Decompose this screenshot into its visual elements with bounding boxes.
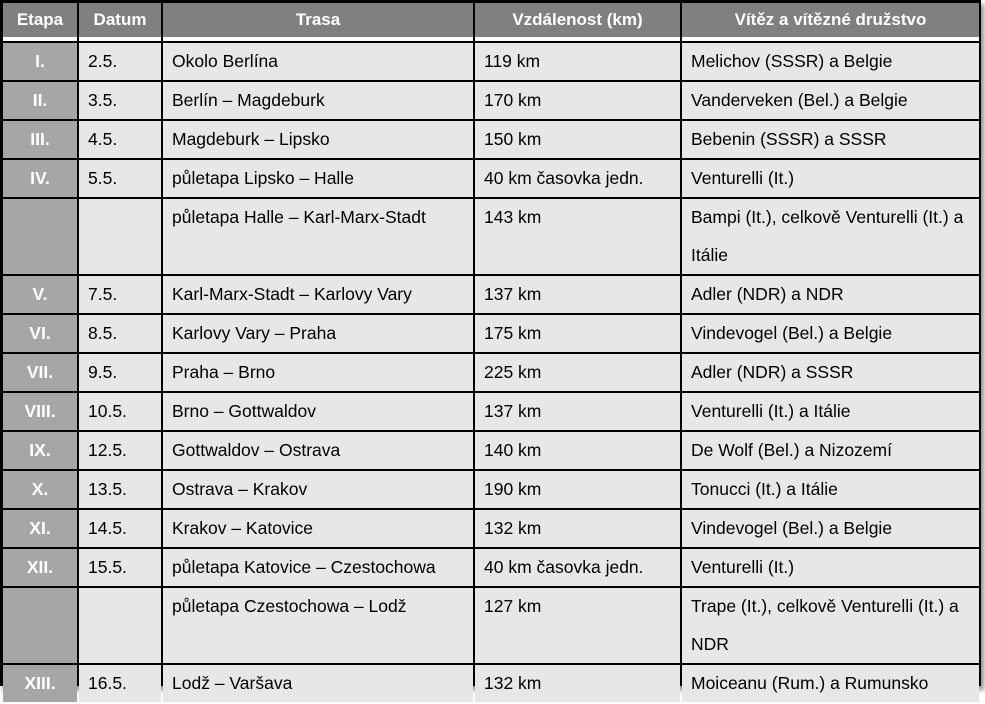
- cell-etapa: XI.: [3, 510, 77, 547]
- cell-vzdalenost: 150 km: [475, 121, 680, 158]
- cell-datum: 9.5.: [79, 354, 161, 391]
- cell-vzdalenost: 190 km: [475, 471, 680, 508]
- cell-trasa: Praha – Brno: [163, 354, 473, 391]
- header-vzdalenost: Vzdálenost (km): [475, 3, 680, 41]
- cell-etapa: [3, 199, 77, 274]
- header-datum: Datum: [79, 3, 161, 41]
- table-row: [3, 121, 979, 158]
- cell-trasa: Okolo Berlína: [163, 43, 473, 80]
- table-row: [3, 276, 979, 313]
- cell-datum: 12.5.: [79, 432, 161, 469]
- cell-etapa: IX.: [3, 432, 77, 469]
- cell-vzdalenost: 175 km: [475, 315, 680, 352]
- table-row: [3, 432, 979, 469]
- cell-datum: 8.5.: [79, 315, 161, 352]
- cell-datum: 13.5.: [79, 471, 161, 508]
- cell-trasa: půletapa Lipsko – Halle: [163, 160, 473, 197]
- table-row: [3, 510, 979, 547]
- cell-vitez: Trape (It.), celkově Venturelli (It.) a NDR: [682, 588, 979, 663]
- header-trasa: Trasa: [163, 3, 473, 41]
- cell-vzdalenost: 40 km časovka jedn.: [475, 160, 680, 197]
- cell-etapa: XIII.: [3, 665, 77, 702]
- cell-vzdalenost: 119 km: [475, 43, 680, 80]
- cell-datum: [79, 199, 161, 274]
- cell-vitez: Moiceanu (Rum.) a Rumunsko: [682, 665, 979, 702]
- cell-trasa: Magdeburk – Lipsko: [163, 121, 473, 158]
- cell-datum: 10.5.: [79, 393, 161, 430]
- cell-vzdalenost: 137 km: [475, 393, 680, 430]
- cell-etapa: III.: [3, 121, 77, 158]
- cell-etapa: IV.: [3, 160, 77, 197]
- cell-etapa: XII.: [3, 549, 77, 586]
- cell-vzdalenost: 140 km: [475, 432, 680, 469]
- cell-vzdalenost: 132 km: [475, 510, 680, 547]
- cell-etapa: VIII.: [3, 393, 77, 430]
- cell-vitez: Adler (NDR) a SSSR: [682, 354, 979, 391]
- cell-trasa: Karlovy Vary – Praha: [163, 315, 473, 352]
- cell-vzdalenost: 225 km: [475, 354, 680, 391]
- cell-trasa: Lodž – Varšava: [163, 665, 473, 702]
- cell-trasa: Brno – Gottwaldov: [163, 393, 473, 430]
- cell-etapa: [3, 588, 77, 663]
- cell-trasa: půletapa Czestochowa – Lodž: [163, 588, 473, 663]
- table-row: [3, 82, 979, 119]
- cell-vitez: Melichov (SSSR) a Belgie: [682, 43, 979, 80]
- cell-vzdalenost: 127 km: [475, 588, 680, 663]
- cell-datum: [79, 588, 161, 663]
- cell-etapa: I.: [3, 43, 77, 80]
- cell-etapa: X.: [3, 471, 77, 508]
- cell-vzdalenost: 132 km: [475, 665, 680, 702]
- header-vitez: Vítěz a vítězné družstvo: [682, 3, 979, 41]
- cell-vitez: Venturelli (It.): [682, 549, 979, 586]
- table-row: [3, 665, 979, 702]
- cell-vitez: Venturelli (It.) a Itálie: [682, 393, 979, 430]
- cell-vzdalenost: 40 km časovka jedn.: [475, 549, 680, 586]
- cell-trasa: Krakov – Katovice: [163, 510, 473, 547]
- cell-vzdalenost: 143 km: [475, 199, 680, 274]
- cell-datum: 4.5.: [79, 121, 161, 158]
- cell-datum: 15.5.: [79, 549, 161, 586]
- cell-datum: 3.5.: [79, 82, 161, 119]
- header-row: [3, 3, 979, 41]
- cell-vzdalenost: 137 km: [475, 276, 680, 313]
- cell-vitez: Bampi (It.), celkově Venturelli (It.) a Itálie: [682, 199, 979, 274]
- table-row: [3, 471, 979, 508]
- table-row: [3, 160, 979, 197]
- table-row: [3, 549, 979, 586]
- cell-etapa: VI.: [3, 315, 77, 352]
- cell-datum: 2.5.: [79, 43, 161, 80]
- cell-etapa: II.: [3, 82, 77, 119]
- cell-vitez: Adler (NDR) a NDR: [682, 276, 979, 313]
- cell-trasa: půletapa Halle – Karl-Marx-Stadt: [163, 199, 473, 274]
- table-row: [3, 315, 979, 352]
- cell-trasa: půletapa Katovice – Czestochowa: [163, 549, 473, 586]
- stages-table: [1, 1, 981, 704]
- cell-datum: 7.5.: [79, 276, 161, 313]
- header-etapa: Etapa: [3, 3, 77, 41]
- cell-datum: 5.5.: [79, 160, 161, 197]
- cell-vitez: Vindevogel (Bel.) a Belgie: [682, 510, 979, 547]
- cell-etapa: V.: [3, 276, 77, 313]
- cell-trasa: Karl-Marx-Stadt – Karlovy Vary: [163, 276, 473, 313]
- cell-vitez: Venturelli (It.): [682, 160, 979, 197]
- cell-trasa: Gottwaldov – Ostrava: [163, 432, 473, 469]
- cell-vitez: Tonucci (It.) a Itálie: [682, 471, 979, 508]
- cell-datum: 14.5.: [79, 510, 161, 547]
- table-row: [3, 393, 979, 430]
- table-row: [3, 199, 979, 274]
- cell-trasa: Berlín – Magdeburk: [163, 82, 473, 119]
- table-row: [3, 354, 979, 391]
- table-row: [3, 588, 979, 663]
- cell-vitez: Vanderveken (Bel.) a Belgie: [682, 82, 979, 119]
- cell-vzdalenost: 170 km: [475, 82, 680, 119]
- table-row: [3, 43, 979, 80]
- cell-datum: 16.5.: [79, 665, 161, 702]
- cell-vitez: Bebenin (SSSR) a SSSR: [682, 121, 979, 158]
- cell-vitez: De Wolf (Bel.) a Nizozemí: [682, 432, 979, 469]
- cell-vitez: Vindevogel (Bel.) a Belgie: [682, 315, 979, 352]
- cell-trasa: Ostrava – Krakov: [163, 471, 473, 508]
- cell-etapa: VII.: [3, 354, 77, 391]
